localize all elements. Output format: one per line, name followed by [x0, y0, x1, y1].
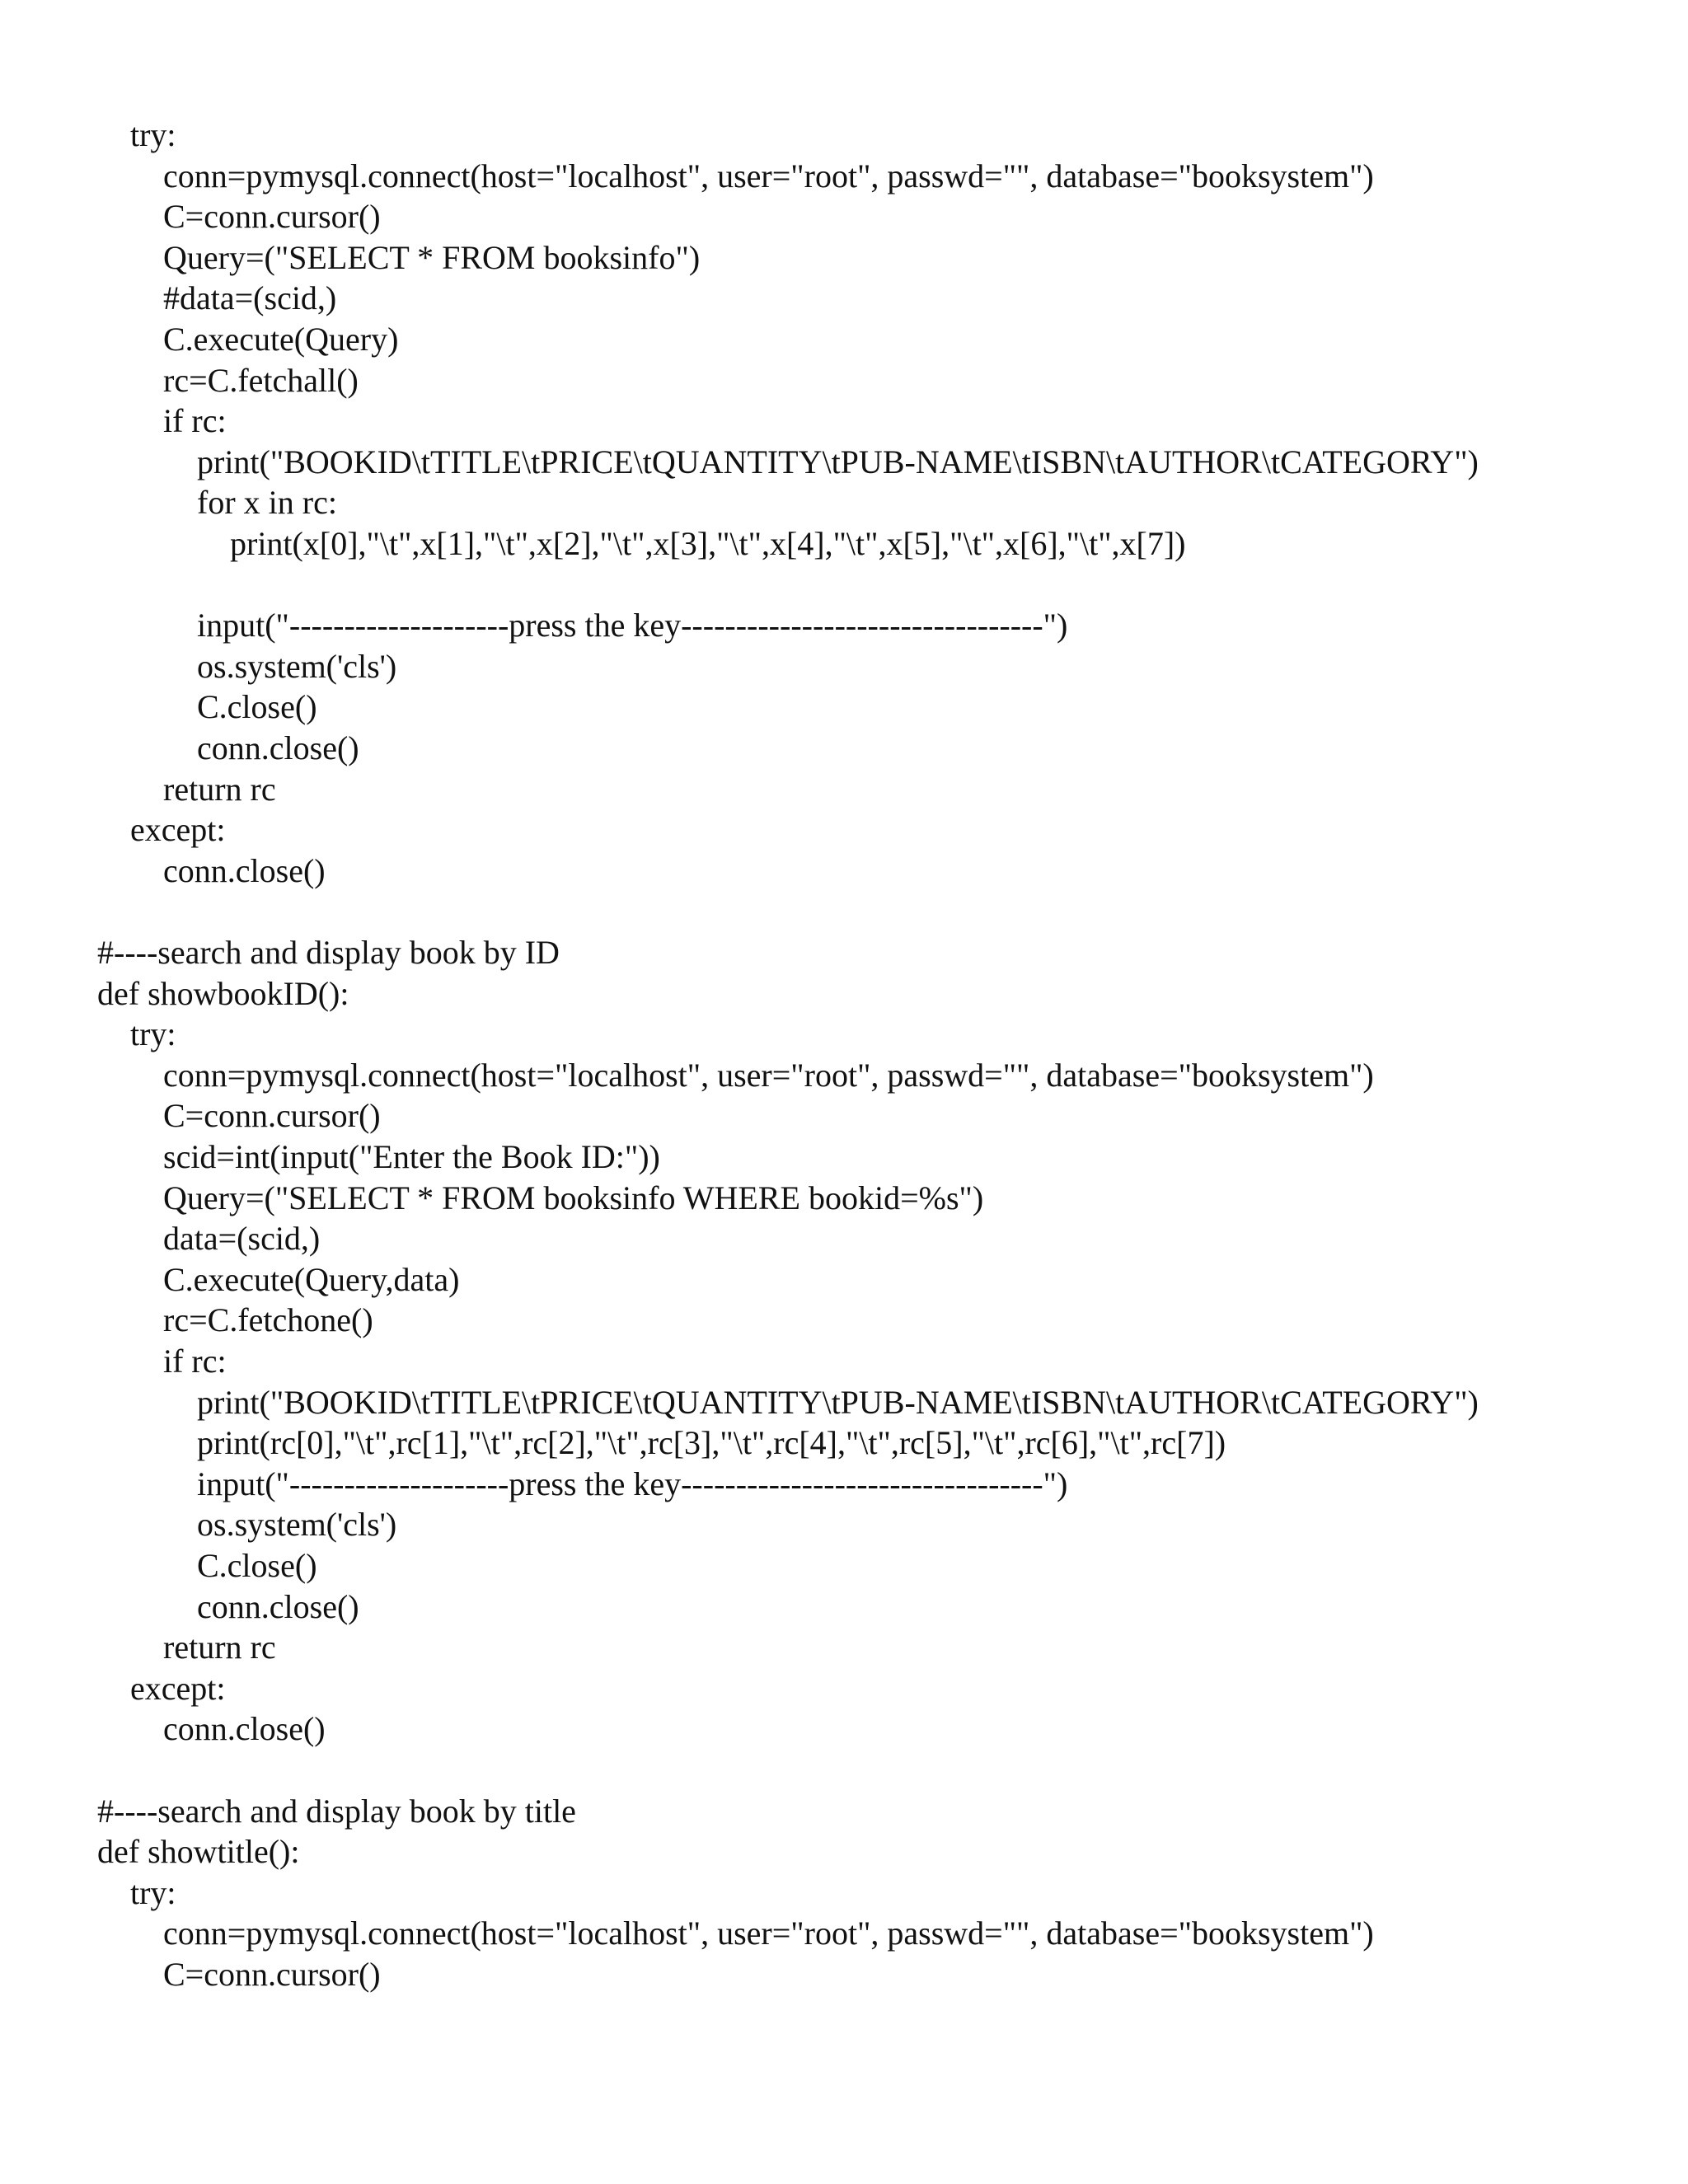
- code-line: data=(scid,): [163, 1220, 321, 1258]
- code-line: C=conn.cursor(): [163, 1097, 381, 1135]
- code-line: for x in rc:: [197, 484, 337, 522]
- code-line: print(x[0],"\t",x[1],"\t",x[2],"\t",x[3],"\t",x[4],"\t",x[5],"\t",x[6],"\t",x[7]): [230, 525, 1186, 562]
- code-line: try:: [130, 116, 176, 153]
- code-line: scid=int(input("Enter the Book ID:")): [163, 1138, 660, 1175]
- code-line: C=conn.cursor(): [163, 198, 381, 236]
- code-line: C.close(): [197, 688, 317, 726]
- code-line: conn.close(): [197, 1587, 359, 1625]
- code-line: Query=("SELECT * FROM booksinfo WHERE bookid=%s"): [163, 1179, 984, 1216]
- code-line: print(rc[0],"\t",rc[1],"\t",rc[2],"\t",rc[3],"\t",rc[4],"\t",rc[5],"\t",rc[6],"\t",rc[7]): [197, 1424, 1226, 1462]
- code-line: Query=("SELECT * FROM booksinfo"): [163, 238, 701, 276]
- code-line: print("BOOKID\tTITLE\tPRICE\tQUANTITY\tPUB-NAME\tISBN\tAUTHOR\tCATEGORY"): [197, 1383, 1479, 1421]
- code-line: conn=pymysql.connect(host="localhost", user="root", passwd="", database="booksystem"): [163, 157, 1374, 194]
- code-line: C.close(): [197, 1547, 317, 1584]
- code-line: #data=(scid,): [163, 279, 337, 317]
- code-line: C.execute(Query): [163, 321, 399, 358]
- code-line: rc=C.fetchall(): [163, 361, 359, 399]
- code-line: #----search and display book by title: [97, 1792, 576, 1830]
- code-line: C=conn.cursor(): [163, 1956, 381, 1993]
- code-line: return rc: [163, 770, 276, 808]
- code-line: try:: [130, 1873, 176, 1911]
- code-line: input("--------------------press the key---------------------------------"): [197, 1465, 1068, 1502]
- code-line: except:: [130, 811, 226, 849]
- code-line: def showbookID():: [97, 974, 349, 1012]
- code-line: rc=C.fetchone(): [163, 1301, 373, 1339]
- code-line: if rc:: [163, 1343, 227, 1380]
- code-line: #----search and display book by ID: [97, 934, 560, 971]
- code-line: conn=pymysql.connect(host="localhost", user="root", passwd="", database="booksystem"): [163, 1915, 1374, 1952]
- code-line: C.execute(Query,data): [163, 1260, 460, 1298]
- code-line: return rc: [163, 1629, 276, 1666]
- code-line: def showtitle():: [97, 1833, 300, 1871]
- code-line: os.system('cls'): [197, 1506, 397, 1544]
- code-line: try:: [130, 1015, 176, 1053]
- code-line: if rc:: [163, 402, 227, 440]
- code-line: conn.close(): [163, 851, 326, 889]
- code-line: conn.close(): [163, 1710, 326, 1748]
- code-line: input("--------------------press the key---------------------------------"): [197, 607, 1068, 644]
- code-line: conn.close(): [197, 729, 359, 766]
- code-line: os.system('cls'): [197, 647, 397, 685]
- code-line: print("BOOKID\tTITLE\tPRICE\tQUANTITY\tPUB-NAME\tISBN\tAUTHOR\tCATEGORY"): [197, 443, 1479, 480]
- code-line: conn=pymysql.connect(host="localhost", user="root", passwd="", database="booksystem"): [163, 1056, 1374, 1094]
- code-line: except:: [130, 1669, 226, 1707]
